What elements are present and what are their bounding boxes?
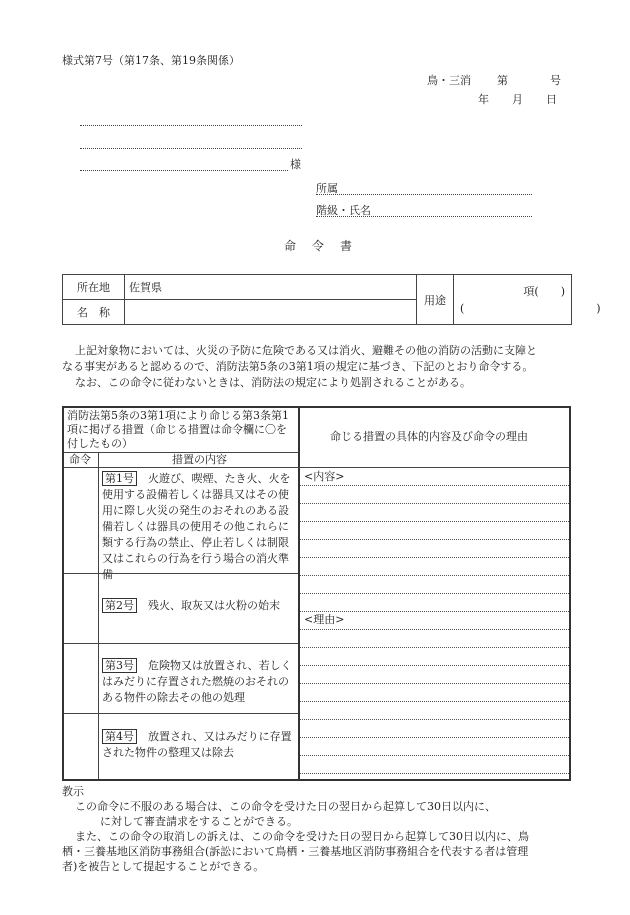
affiliation-label: 所属: [316, 182, 338, 195]
col-content: 措置の内容: [172, 453, 227, 466]
body-line-1: 上記対象物においては、火災の予防に危険である又は消火、避難その他の消防の活動に支障と: [75, 344, 537, 357]
recipient-suffix: 様: [290, 158, 301, 171]
content-label: <内容>: [304, 470, 345, 483]
recipient-line-2[interactable]: [80, 148, 302, 149]
affiliation-field[interactable]: [316, 194, 532, 195]
recipient-line-3[interactable]: [80, 170, 288, 171]
date-year: 年: [478, 93, 489, 106]
doc-number-prefix: 鳥・三消: [427, 74, 471, 87]
target-info-table: [62, 274, 601, 325]
header-right: 命じる措置の具体的内容及び命令の理由: [330, 430, 528, 443]
form-id: 様式第7号（第17条、第19条関係）: [62, 54, 240, 67]
use-label: 用途: [417, 275, 454, 325]
item-text-1: 火遊び、喫煙、たき火、火を使用する設備若しくは器具又はその使用に際し火災の発生のおそれのある設備若しくは器具の使用その他これらに類する行為の禁止、停止若しくは制限又はこれらの行為を行う場合の消火準備: [102, 472, 291, 581]
body-line-3: なお、この命令に従わないときは、消防法の規定により処罰されることがある。: [75, 376, 471, 389]
order-check-2[interactable]: [64, 574, 98, 642]
doc-number-dai: 第: [497, 74, 508, 87]
measure-detail-area[interactable]: [300, 468, 569, 779]
instruction-line-2: に対して審査請求をすることができる。: [100, 815, 298, 828]
measure-item-2: [102, 598, 295, 614]
order-check-4[interactable]: [64, 714, 98, 780]
measures-table: [62, 406, 571, 781]
recipient-line-1[interactable]: [80, 125, 302, 126]
body-line-2: なる事実があると認めるので、消防法第5条の3第1項の規定に基づき、下記のとおり命令する。: [62, 360, 534, 373]
date-month: 月: [512, 93, 523, 106]
rank-name-field[interactable]: [316, 216, 532, 217]
item-text-4: 放置され、又はみだりに存置された物件の整理又は除去: [102, 730, 292, 759]
item-number-1: 第1号: [102, 471, 137, 486]
item-text-3: 危険物又は放置され、若しくはみだりに存置された燃焼のおそれのある物件の除去その他の処理: [102, 659, 292, 704]
instruction-line-5: 者)を被告として提起することができる。: [62, 860, 265, 873]
order-check-1[interactable]: [64, 468, 98, 572]
instruction-line-3: また、この命令の取消しの訴えは、この命令を受けた日の翌日から起算して30日以内に、鳥: [75, 830, 529, 843]
reason-label: <理由>: [304, 613, 345, 626]
doc-number-go: 号: [550, 74, 561, 87]
col-order: 命令: [69, 453, 91, 466]
document-title: 命 令 書: [284, 239, 355, 253]
header-left: 消防法第5条の3第1項により命じる第3条第1項に掲げる措置（命じる措置は命令欄に〇を付したもの）: [67, 409, 289, 450]
use-value[interactable]: [454, 275, 601, 325]
rank-name-label: 階級・氏名: [316, 204, 371, 217]
location-label: 所在地: [63, 275, 125, 300]
item-text-2: 残火、取灰又は火粉の始末: [148, 599, 280, 612]
instruction-heading: 教示: [62, 785, 84, 798]
measure-item-1: [102, 471, 295, 583]
item-number-3: 第3号: [102, 658, 137, 673]
measure-item-4: [102, 729, 295, 761]
name-value[interactable]: [125, 300, 417, 325]
order-check-3[interactable]: [64, 644, 98, 712]
measure-item-3: [102, 658, 295, 706]
date-day: 日: [546, 93, 557, 106]
item-number-4: 第4号: [102, 729, 137, 744]
item-number-2: 第2号: [102, 598, 137, 613]
location-value[interactable]: 佐賀県: [125, 275, 417, 300]
use-paren: ( ): [460, 301, 601, 315]
instruction-line-1: この命令に不服のある場合は、この命令を受けた日の翌日から起算して30日以内に、: [75, 800, 496, 813]
instruction-line-4: 栖・三養基地区消防事務組合(訴訟において鳥栖・三養基地区消防事務組合を代表する者は管理: [62, 845, 529, 858]
use-item: 項( ): [523, 284, 565, 298]
name-label: 名 称: [63, 300, 125, 325]
